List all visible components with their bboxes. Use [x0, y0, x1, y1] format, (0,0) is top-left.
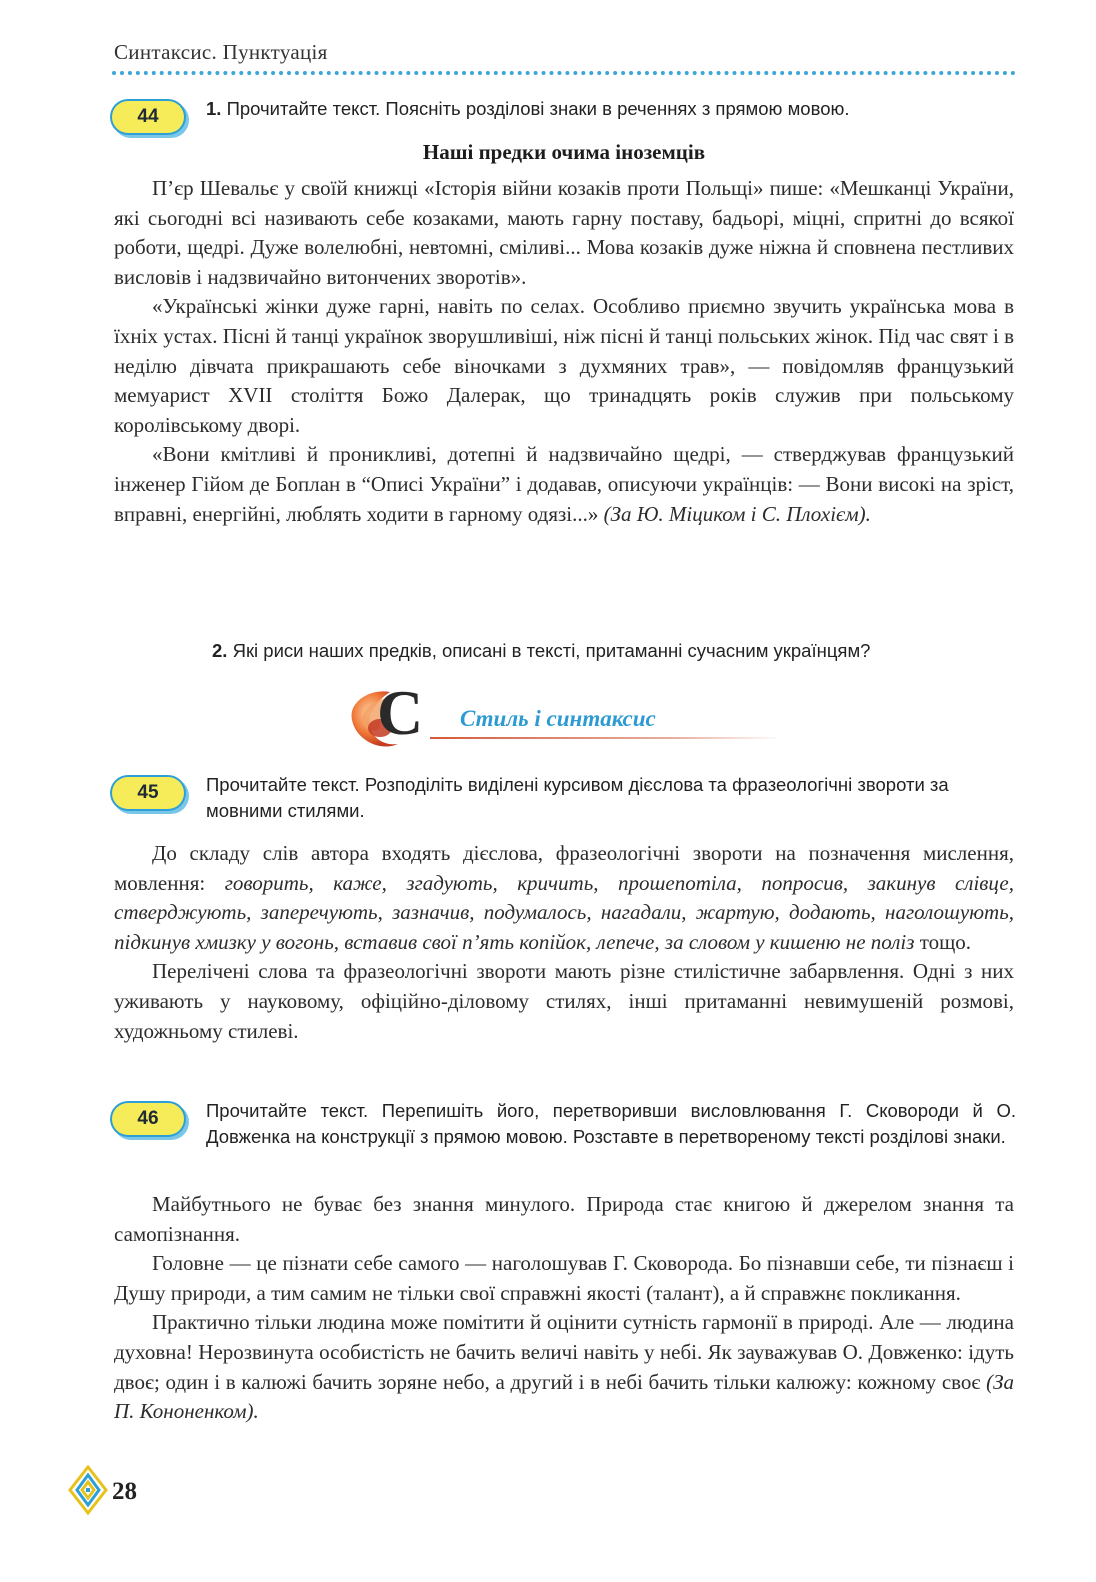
paragraph: Головне — це пізнати себе самого — наголошував Г. Сковорода. Бо пізнавши себе, ти пізнаєш і Душу природи, а тим самим не тільки свої справжні якості (талант), а й справжнє покликання.: [114, 1251, 1014, 1305]
paragraph: «Українські жінки дуже гарні, навіть по селах. Особливо приємно звучить українська мова в їхніх устах. Пісні й танці українок зворушливіші, ніж пісні й танці польських жінок. Під час свят і в неділю дівчата прикрашають себе віночками з духмяних трав», — повідомляв французький мемуарист XVII століття Божо Далерак, що тринадцять років служив при польському королівському дворі.: [114, 294, 1014, 437]
ornament-icon: [66, 1465, 110, 1515]
task-text: Які риси наших предків, описані в тексті, притаманні сучасним українцям?: [232, 640, 871, 661]
paragraph: Майбутнього не буває без знання минулого. Природа стає книгою й джерелом знання та самопізнання.: [114, 1192, 1014, 1246]
header-divider: [112, 71, 1016, 75]
exercise-task: Прочитайте текст. Перепишіть його, перетворивши висловлювання Г. Сковороди й О. Довженка на конструкції з прямою мовою. Розставте в перетвореному тексті розділові знаки.: [206, 1100, 1016, 1147]
paragraph: [114, 440, 1014, 529]
exercise-text: [114, 1190, 1014, 1427]
paragraph: [114, 839, 1014, 957]
exercise-text: [114, 839, 1014, 1046]
paragraph-text: До складу слів автора входять дієслова, фразеологічні звороти на позначення мислення, мовлення:: [114, 841, 1014, 895]
exercise-task: [212, 638, 1016, 664]
task-text: Прочитайте текст. Поясніть розділові знаки в реченнях з прямою мовою.: [226, 98, 850, 119]
page-number: 28: [112, 1478, 137, 1505]
task-number: 2.: [212, 640, 228, 661]
paragraph-text: тощо.: [914, 929, 972, 954]
exercise-number-badge: 46: [112, 1103, 184, 1135]
task-number: 1.: [206, 98, 222, 119]
paragraph-text: «Вони кмітливі й проникливі, дотепні й надзвичайно щедрі, — стверджував французький інженер Гійом де Боплан в “Описі України” і додавав, описуючи українців: — Вони високі на зріст, вправні, енергійні, люблять ходити в гарному одязі...»: [114, 442, 1014, 526]
running-header: Синтаксис. Пунктуація: [114, 40, 328, 64]
section-title: Стиль і синтаксис: [460, 706, 656, 731]
paragraph: Перелічені слова та фразеологічні звороти мають різне стилістичне забарвлення. Одні з них уживають у науковому, офіційно-діловому стилях, інші притаманні невимушеній розмові, художньому стилеві.: [114, 959, 1014, 1043]
section-initial-letter: С: [377, 677, 424, 748]
paragraph: П’єр Шевальє у своїй книжці «Історія війни козаків проти Польщі» пише: «Мешканці України, які сьогодні всі називають себе козаками, мають гарну поставу, бадьорі, міцні, спритні до всякої роботи, щедрі. Дуже волелюбні, невтомні, сміливі... Мова козаків дуже ніжна й сповнена пестливих висловів і надзвичайно витончених зворотів».: [114, 176, 1014, 289]
exercise-text: [114, 174, 1014, 529]
exercise-number-badge: 45: [112, 777, 184, 809]
section-underline: [430, 737, 782, 739]
italic-examples: говорить, каже, згадують, кричить, прошепотіла, попросив, закинув слівце, стверджують, заперечують, зазначив, подумалось, нагадали, жартую, додають, наголошують, підкинув хмизку у вогонь, вставив свої п’ять копійок, лепече, за словом у кишеню не поліз: [114, 870, 1014, 954]
source-citation: (За П. Кононенком).: [114, 1369, 1014, 1424]
exercise-number-badge: 44: [112, 101, 184, 133]
paragraph-text: Практично тільки людина може помітити й оцінити сутність гармонії в природі. Але — людина духовна! Нерозвинута особистість не бачить величі навіть у небі. Як зауважував О. Довженко: ідуть двоє; один і в калюжі бачить зоряне небо, а другий і в небі бачить тільки калюжу: кожному своє: [114, 1310, 1014, 1394]
paragraph: [114, 1308, 1014, 1426]
source-citation: (За Ю. Міциком і С. Плохієм).: [603, 501, 871, 526]
exercise-task: Прочитайте текст. Розподіліть виділені курсивом дієслова та фразеологічні звороти за мовними стилями.: [206, 774, 949, 821]
exercise-task: [206, 96, 1016, 122]
text-title: Наші предки очима іноземців: [422, 140, 706, 164]
